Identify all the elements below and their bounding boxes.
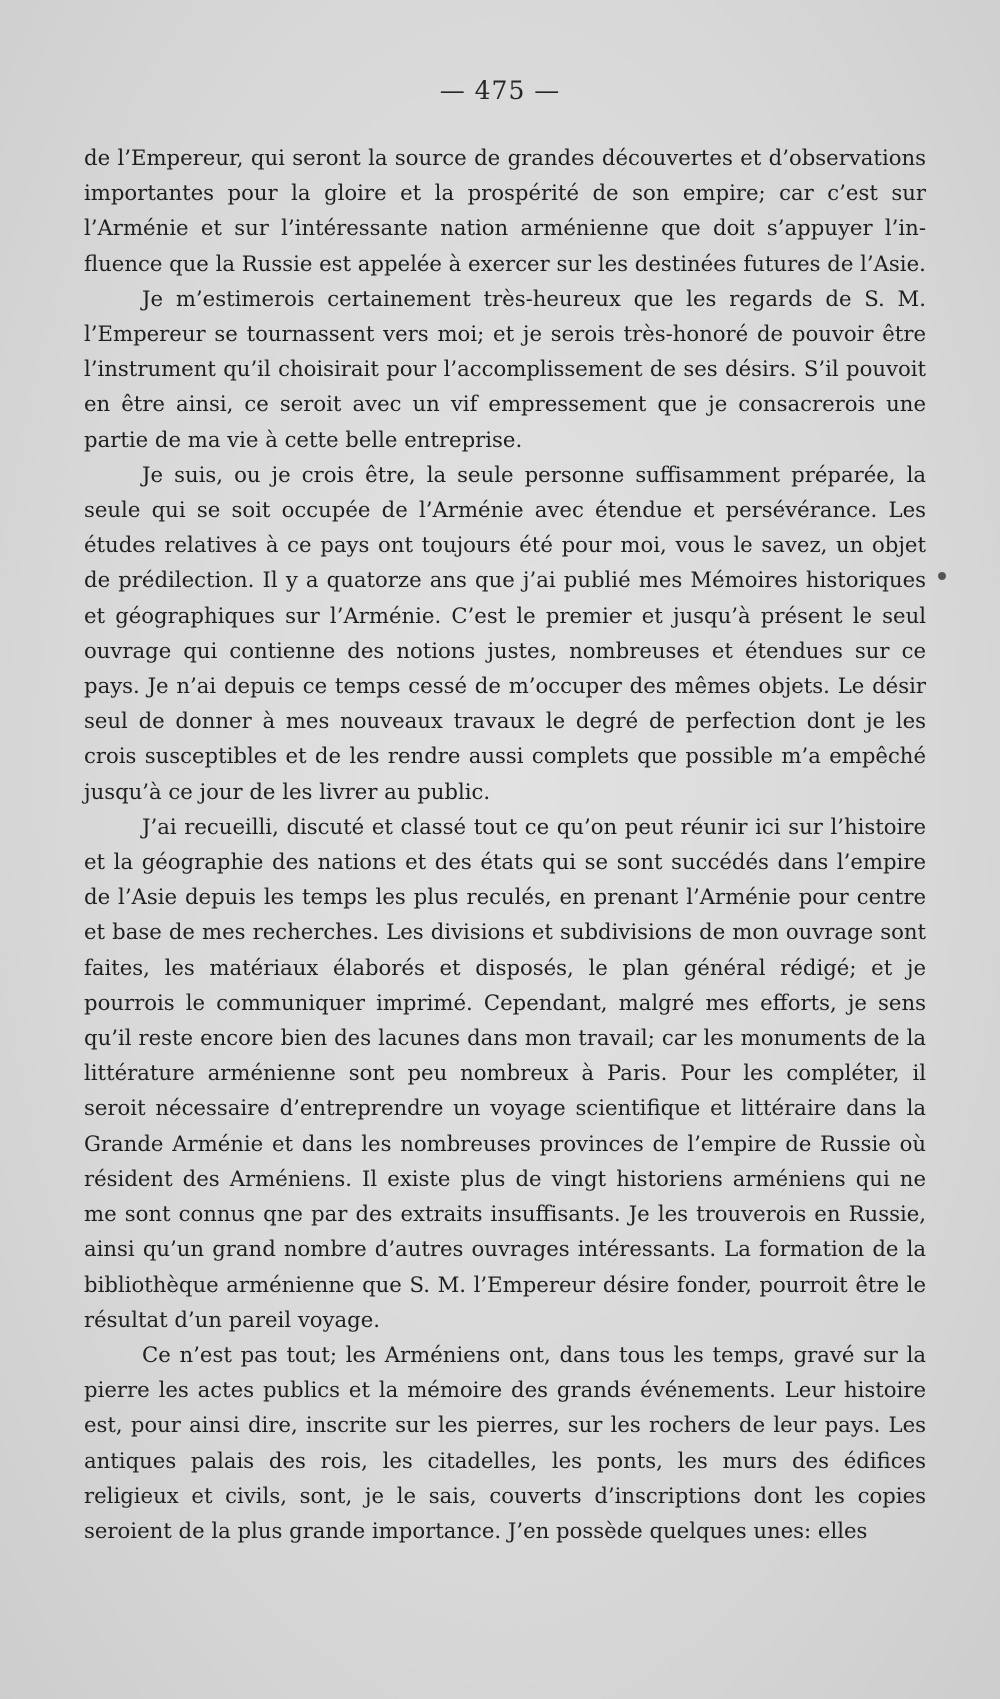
margin-dot-mark [938,572,946,580]
paragraph-1: de l’Empereur, qui seront la source de grandes découvertes et d’observations importantes pour la gloire et la prospérité de son empire; car c’est sur l’Arménie et sur l’intéressante nation arménienne que doit s’appuyer l’influence que la Russie est appelée à exercer sur les destinées futures de l’Asie. [84,145,926,276]
paragraph-5: Ce n’est pas tout; les Arméniens ont, dans tous les temps, gravé sur la pierre les actes publics et la mémoire des grands événements. Leur histoire est, pour ainsi dire, inscrite sur les pierres, sur les rochers de leur pays. Les antiques palais des rois, les citadelles, les ponts, les murs des édifices religieux et civils, sont, je le sais, couverts d’inscriptions dont les copies seroient de la plus grande importance. J’en possède quelques unes: elles [84,1341,926,1543]
paragraph-2: Je m’estimerois certainement très-heureux que les regards de S. M. l’Empereur se tournassent vers moi; et je serois très-honoré de pouvoir être l’instrument qu’il choisirait pour l’accomplissement de ses désirs. S’il pouvoit en être ainsi, ce seroit avec un vif empressement que je consacrerois une partie de ma vie à cette belle entreprise. [84,285,926,452]
page-number: — 475 — [439,76,561,105]
paragraph-3: Je suis, ou je crois être, la seule personne suffisamment préparée, la seule qui se soit occupée de l’Arménie avec étendue et persévérance. Les études relatives à ce pays ont toujours été pour moi, vous le savez, un objet de prédilection. Il y a quatorze ans que j’ai publié mes Mémoires historiques et géographiques sur l’Arménie. C’est le premier et jusqu’à présent le seul ouvrage qui contienne des notions justes, nombreuses et étendues sur ce pays. Je n’ai depuis ce temps cessé de m’occuper des mêmes objets. Le désir seul de donner à mes nouveaux travaux le degré de perfection dont je les crois susceptibles et de les rendre aussi complets que possible m’a empêché jusqu’à ce jour de les livrer au public. [84,461,926,804]
paragraph-4: J’ai recueilli, discuté et classé tout ce qu’on peut réunir ici sur l’histoire et la géographie des nations et des états qui se sont succédés dans l’empire de l’Asie depuis les temps les plus reculés, en prenant l’Arménie pour centre et base de mes recherches. Les divisions et subdivisions de mon ouvrage sont faites, les matériaux élaborés et disposés, le plan général rédigé; et je pourrois le communiquer imprimé. Cependant, malgré mes efforts, je sens qu’il reste encore bien des lacunes dans mon travail; car les monuments de la littérature arménienne sont peu nombreux à Paris. Pour les compléter, il seroit nécessaire d’entreprendre un voyage scientifique et littéraire dans la Grande Arménie et dans les nombreuses provinces de l’empire de Russie où résident des Arméniens. Il existe plus de vingt historiens arméniens qui ne me sont connus qne par des extraits insuffisants. Je les trouverois en Russie, ainsi qu’un grand nombre d’autres ouvrages intéressants. La formation de la bibliothèque arménienne que S. M. l’Empereur désire fonder, pourroit être le résultat d’un pareil voyage. [84,813,926,1332]
body-text [84,140,926,1548]
